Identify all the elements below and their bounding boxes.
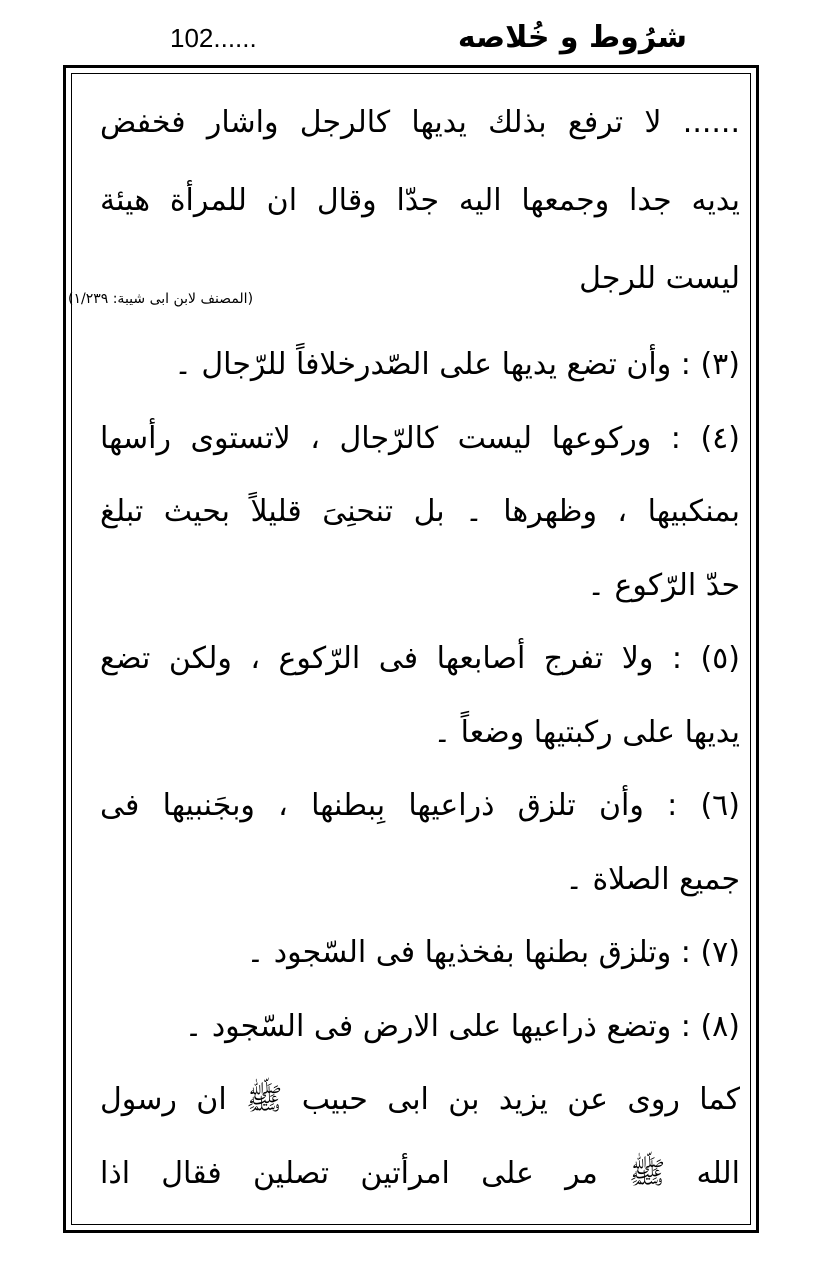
citation-reference: (المصنف لابن ابی شیبة: ۱/۲۳۹) — [68, 291, 254, 307]
book-title: شرُوط و خُلاصه — [457, 20, 687, 55]
text-line: يديه جدا وجمعها اليه جدّا وقال ان للمرأة هيئة — [100, 183, 740, 218]
text-line: (٧) : وتلزق بطنها بفخذيها فى السّجود ۔ — [246, 935, 740, 970]
text-line: الله ﷺ مر على امرأتين تصلين فقال اذا — [100, 1155, 740, 1191]
page-header — [0, 14, 825, 58]
text-line: ...... لا ترفع بذلك يديها كالرجل واشار فخفض — [100, 105, 740, 140]
text-line: بمنكبيها ، وظهرها ۔ بل تنحنِىَ قليلاً بحيث تبلغ — [100, 494, 740, 529]
text-line: (٥) : ولا تفرج أصابعها فى الرّكوع ، ولكن تضع — [100, 641, 740, 676]
text-line: حدّ الرّكوع ۔ — [587, 567, 740, 603]
text-block-top — [100, 84, 740, 318]
text-line: (٦) : وأن تلزق ذراعيها بِبطنها ، وبجَنبيها فى — [100, 788, 740, 823]
text-line: يديها على ركبتيها وضعاً ۔ — [433, 714, 740, 750]
text-line: ليست للرجل — [579, 261, 740, 296]
text-block-main — [100, 328, 740, 1210]
text-line: كما روى عن يزيد بن ابى حبيب ﷺ ان رسول — [100, 1082, 740, 1117]
text-line: (۳) : وأن تضع يديها على الصّدرخلافاً للرّجال ۔ — [174, 347, 740, 382]
text-line: جميع الصلاة ۔ — [565, 861, 740, 897]
text-line: (٤) : وركوعها ليست كالرّجال ، لاتستوى رأسها — [100, 420, 740, 456]
text-line: (٨) : وتضع ذراعيها على الارض فى السّجود ۔ — [184, 1008, 740, 1044]
page-number: 102...... — [170, 23, 257, 53]
